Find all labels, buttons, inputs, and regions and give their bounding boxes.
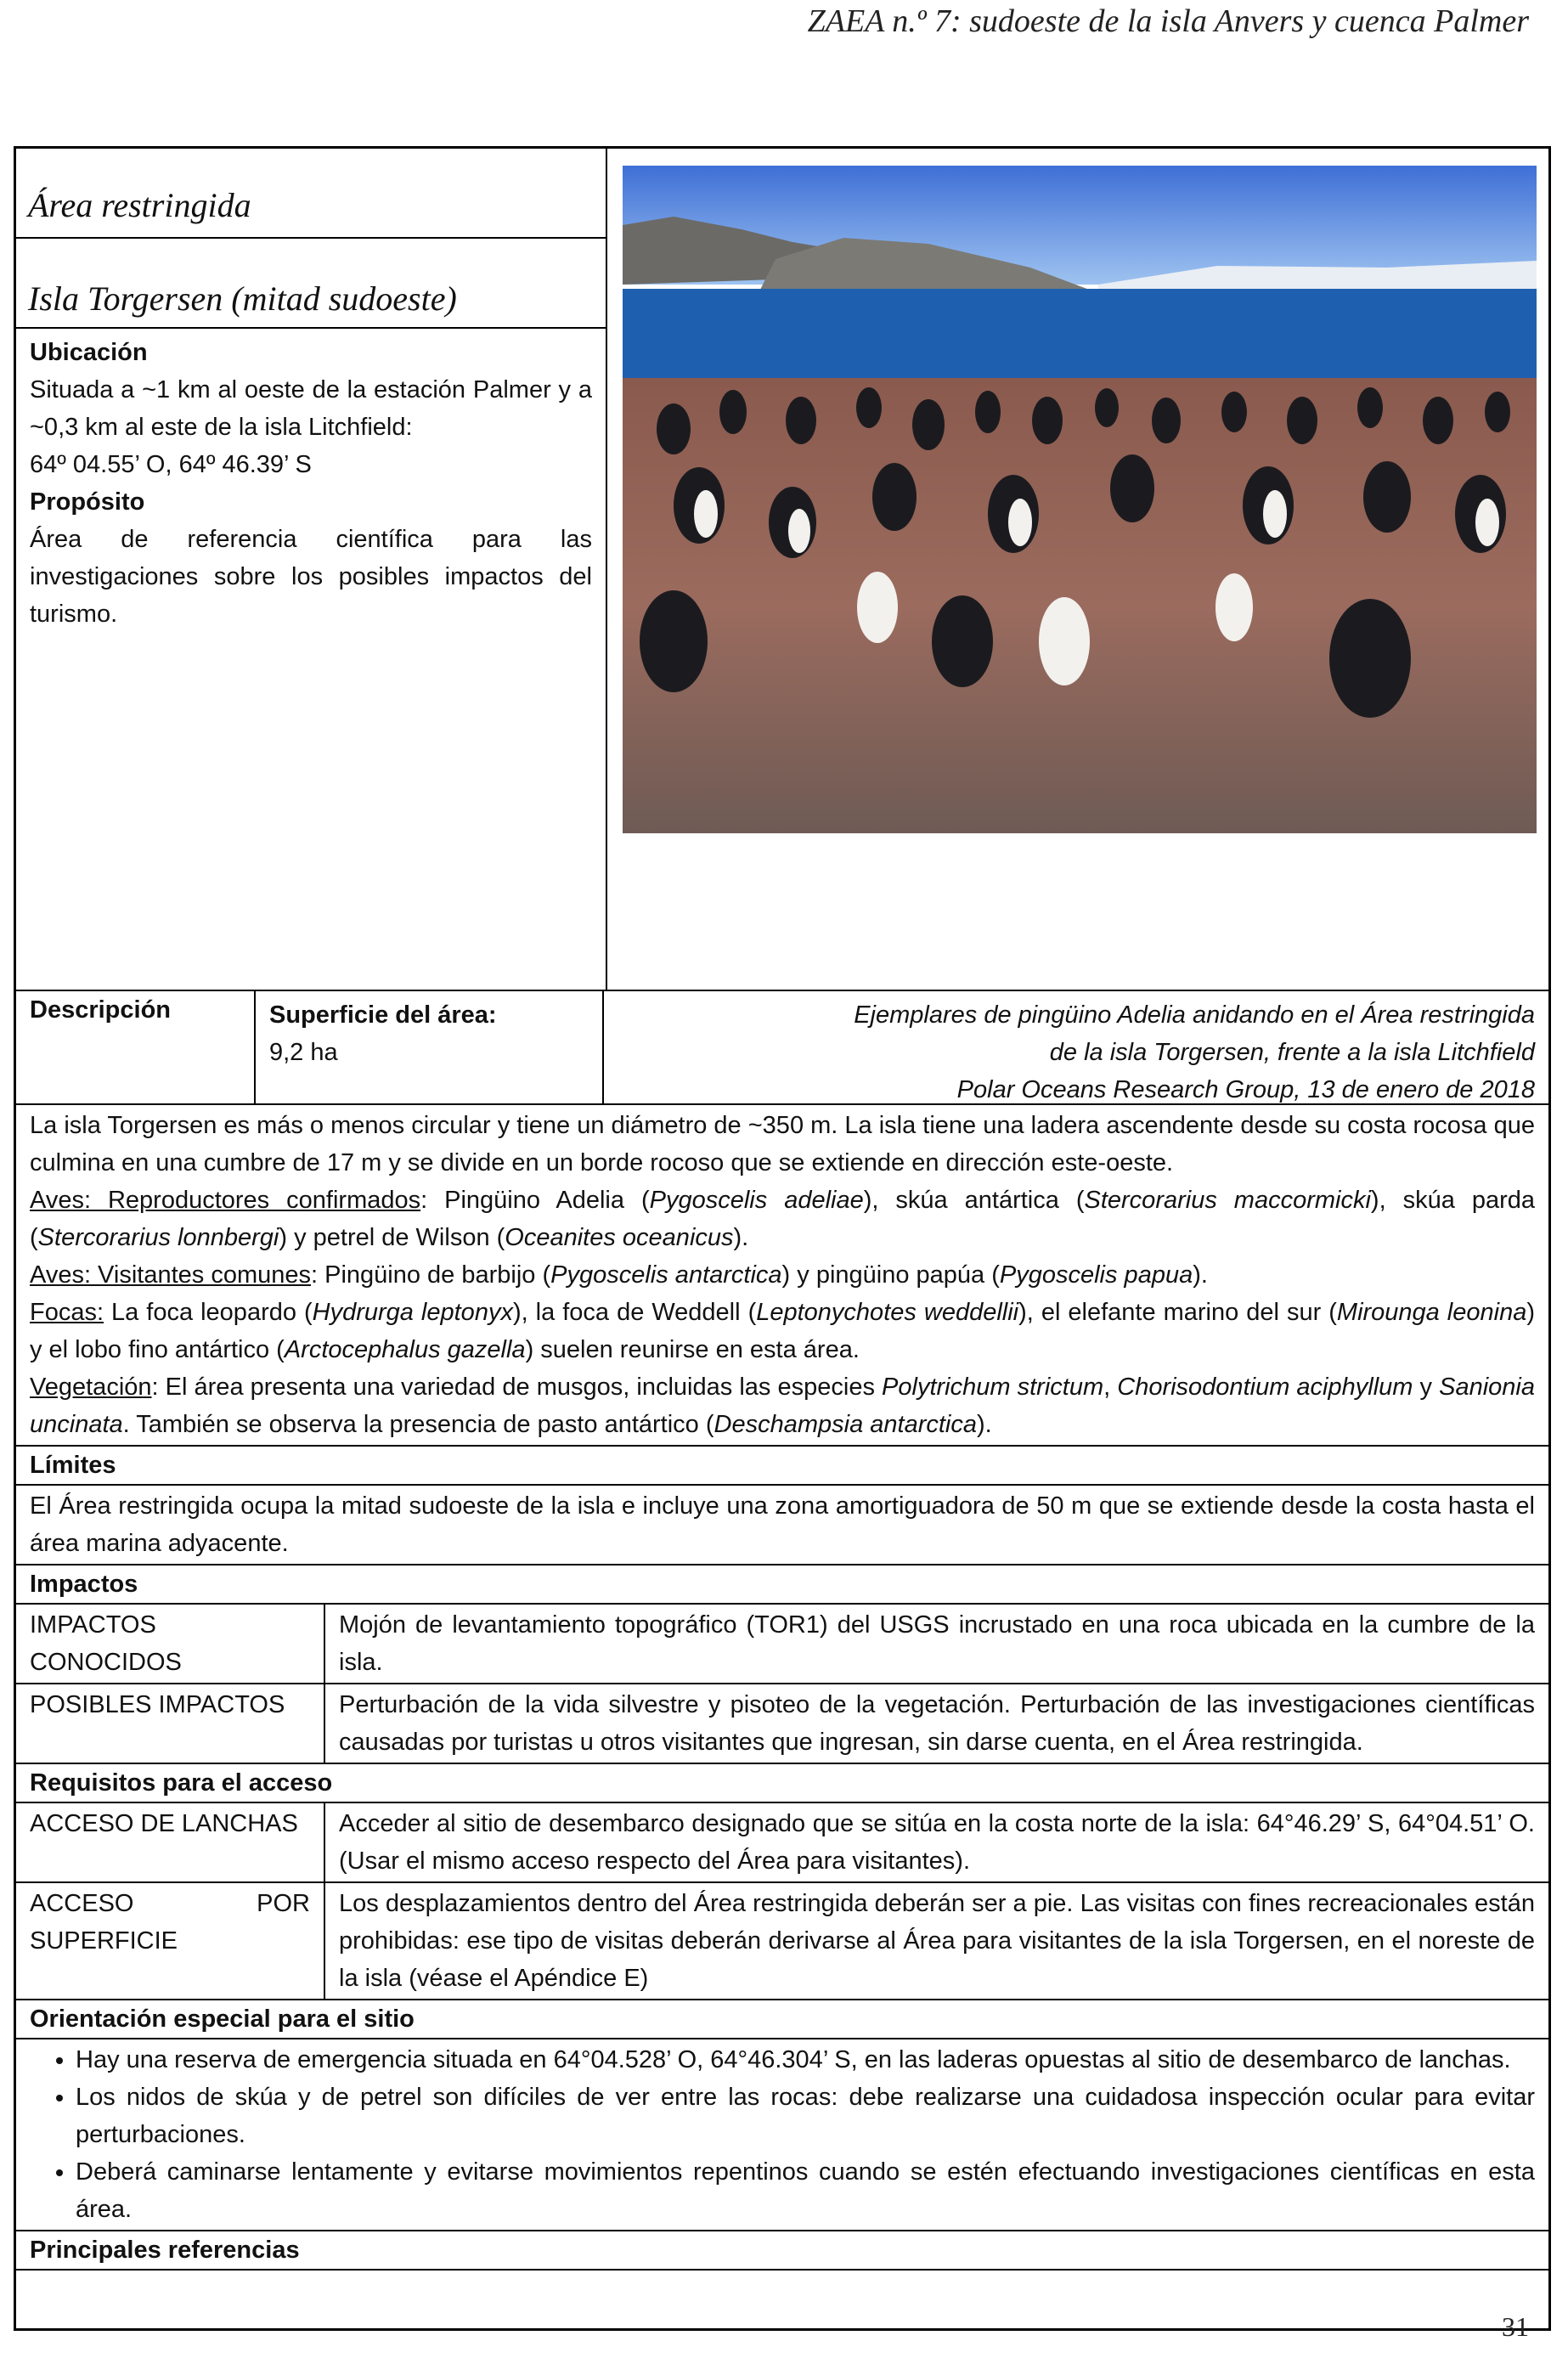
descripcion-label: Descripción [16,991,256,1103]
aves-rep-label: Aves: Reproductores confirmados [30,1187,421,1214]
top-row [16,149,1548,991]
species-name: Leptonychotes weddellii [756,1299,1019,1326]
focas-label: Focas: [30,1299,104,1326]
species-name: Pygoscelis adeliae [649,1187,864,1214]
limites-label: Límites [16,1447,1548,1486]
text-span: ), skúa antártica ( [863,1187,1085,1214]
text-span: . También se observa la presencia de pasto antártico ( [122,1411,714,1438]
species-name: Deschampsia antarctica [713,1411,977,1438]
veg-label: Vegetación [30,1374,152,1401]
impactos-value: Mojón de levantamiento topográfico (TOR1) del USGS incrustado en una roca ubicada en la cumbre de la isla. [339,1611,1535,1676]
text-span: , [1103,1374,1118,1401]
orientacion-item: • Hay una reserva de emergencia situada en 64°04.528’ O, 64°46.304’ S, en las laderas opuestas al sitio de desembarco de lanchas. [76,2041,1535,2079]
caption-line-1: Ejemplares de pingüino Adelia anidando en el Área restringida [854,1001,1535,1029]
referencias-empty [16,2271,1548,2328]
species-name: Oceanites oceanicus [505,1224,734,1251]
site-table [14,146,1551,2331]
species-name: Pygoscelis antarctica [550,1261,782,1289]
description-block [16,1105,1548,1447]
text-span: : Pingüino de barbijo ( [311,1261,551,1289]
description-row [16,991,1548,1105]
proposito-label: Propósito [30,488,145,516]
impactos-label: Impactos [16,1565,1548,1605]
species-name: Hydrurga leptonyx [312,1299,513,1326]
species-name: Stercorarius lonnbergi [37,1224,279,1251]
ubicacion-text: Situada a ~1 km al oeste de la estación Palmer y a ~0,3 km al este de la isla Litchfield: [30,376,592,441]
aves-visitantes [30,1256,1535,1294]
species-name: Sanionia uncinata [30,1374,1535,1438]
species-name: Chorisodontium aciphyllum [1117,1374,1413,1401]
impactos-key: POSIBLES IMPACTOS [16,1684,325,1763]
text-span: ). [733,1224,749,1251]
caption-line-2: de la isla Torgersen, frente a la isla Litchfield [1049,1039,1535,1066]
text-span: ) y petrel de Wilson ( [279,1224,505,1251]
acceso-row [16,1883,1548,2000]
species-name: Pygoscelis papua [999,1261,1193,1289]
penguin-colony-image [623,166,1537,833]
text-span: : Pingüino Adelia ( [420,1187,650,1214]
species-name: Mirounga leonina [1336,1299,1527,1326]
limites-text: El Área restringida ocupa la mitad sudoeste de la isla e incluye una zona amortiguadora de 50 m que se extiende desde la costa hasta el área marina adyacente. [16,1486,1548,1565]
impactos-value: Perturbación de la vida silvestre y pisoteo de la vegetación. Perturbación de las investigaciones científicas causadas por turistas u otros visitantes que ingresan, sin darse cuenta, en el Área restringida. [339,1691,1535,1756]
proposito-text: Área de referencia científica para las investigaciones sobre los posibles impactos del turismo. [30,526,592,628]
aves-reproductores [30,1182,1535,1256]
species-name: Arctocephalus gazella [284,1336,526,1363]
impactos-row [16,1605,1548,1684]
photo-caption [604,991,1548,1103]
area-type: Área restringida [16,149,606,239]
focas [30,1294,1535,1368]
location-purpose [16,329,606,990]
text-span: ). [977,1411,992,1438]
area-name: Isla Torgersen (mitad sudoeste) [16,239,606,329]
acceso-label: Requisitos para el acceso [16,1764,1548,1803]
orientacion-list [16,2039,1548,2231]
text-span: ), skúa parda ( [30,1187,1535,1251]
species-name: Polytrichum strictum [882,1374,1104,1401]
orientacion-label: Orientación especial para el sitio [16,2000,1548,2039]
orientacion-item: • Deberá caminarse lentamente y evitarse movimientos repentinos cuando se estén efectuando investigaciones científicas en esta área. [76,2153,1535,2228]
running-header: ZAEA n.º 7: sudoeste de la isla Anvers y cuenca Palmer [807,3,1529,39]
impactos-key: IMPACTOS CONOCIDOS [16,1605,325,1683]
text-span: ). [1193,1261,1208,1289]
page-number: 31 [1502,2311,1529,2342]
text-span: ) y pingüino papúa ( [781,1261,1000,1289]
acceso-key: ACCESO DE LANCHAS [16,1803,325,1881]
acceso-value: Acceder al sitio de desembarco designado que se sitúa en la costa norte de la isla: 64°46.29’ S, 64°04.51’ O. (Usar el mismo acceso respecto del Área para visitantes). [339,1810,1535,1875]
ubicacion-label: Ubicación [30,339,148,366]
text-span: ), el elefante marino del sur ( [1018,1299,1337,1326]
superficie-label: Superficie del área: [269,1001,497,1029]
ubicacion-coords: 64º 04.55’ O, 64º 46.39’ S [30,451,312,478]
orientacion-item: • Los nidos de skúa y de petrel son difíciles de ver entre las rocas: debe realizarse una cuidadosa inspección ocular para evitar perturbaciones. [76,2079,1535,2153]
penguin-photo [623,166,1537,833]
superficie-value: 9,2 ha [269,1039,338,1066]
text-span: : El área presenta una variedad de musgos, incluidas las especies [151,1374,883,1401]
species-name: Stercorarius maccormicki [1084,1187,1371,1214]
description-paragraph: La isla Torgersen es más o menos circular y tiene un diámetro de ~350 m. La isla tiene una ladera ascendente desde su costa rocosa que culmina en una cumbre de 17 m y se divide en un borde rocoso que se extiende en dirección este-oeste. [30,1112,1535,1176]
superficie-cell [256,991,604,1103]
referencias-label: Principales referencias [16,2231,1548,2271]
caption-line-3: Polar Oceans Research Group, 13 de enero de 2018 [956,1076,1535,1103]
impactos-row [16,1684,1548,1764]
table-body [16,1105,1548,2328]
acceso-key: ACCESO POR SUPERFICIE [16,1883,325,1999]
text-span: La foca leopardo ( [104,1299,313,1326]
right-column [607,149,1548,990]
text-span: y [1413,1374,1440,1401]
vegetacion [30,1368,1535,1443]
text-span: ), la foca de Weddell ( [512,1299,757,1326]
acceso-row [16,1803,1548,1883]
left-column [16,149,607,990]
text-span: ) suelen reunirse en esta área. [525,1336,860,1363]
acceso-value: Los desplazamientos dentro del Área restringida deberán ser a pie. Las visitas con fines recreacionales están prohibidas: ese tipo de visitas deberán derivarse al Área para visitantes de la isla Torgersen, en el noreste de la isla (véase el Apéndice E) [339,1890,1535,1992]
text-span: ) y el lobo fino antártico ( [30,1299,1536,1363]
aves-vis-label: Aves: Visitantes comunes [30,1261,311,1289]
